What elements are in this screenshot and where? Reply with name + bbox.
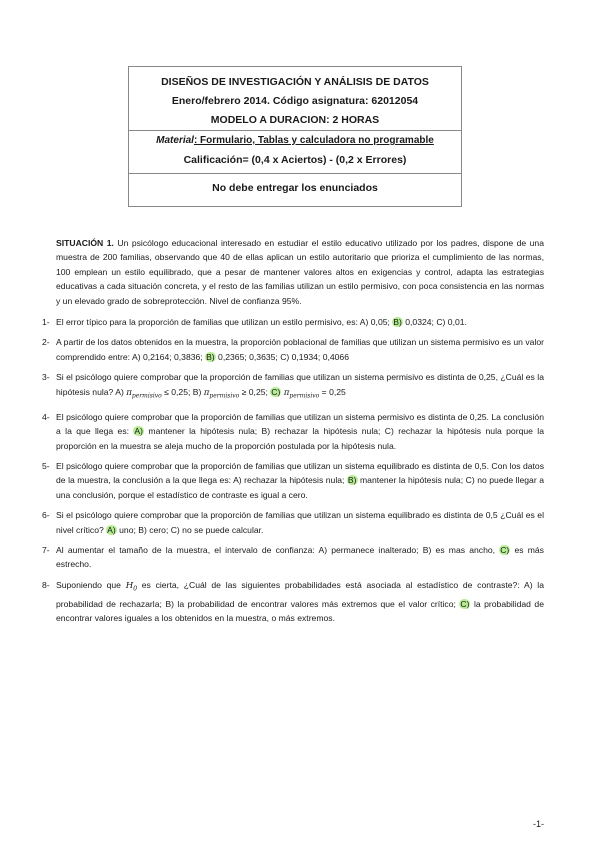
question-stem: El error típico para la proporción de familias que utilizan un estilo permisivo, es: xyxy=(56,317,360,328)
question-text xyxy=(56,335,544,364)
option-a-selected[interactable]: A) xyxy=(134,426,144,437)
option-c-selected[interactable]: C) xyxy=(460,598,470,609)
question-text xyxy=(56,578,544,626)
options-text: mantener la hipótesis nula; C) no puede llegar a una conclusión, porque el estadístico de contraste es igual a cero. xyxy=(56,475,544,500)
situation-text: Un psicólogo educacional interesado en estudiar el estilo educativo utilizado por los padres, dispone de una muestra de 200 familias, observando que 40 de ellas aplican un estilo autoritario que prioriza el cumplimiento de las normas, 100 emplean un estilo equilibrado, que a pesar de mantener valores altos en exigencias y control, adapta las estrategias educativas a cada situación concreta, y el resto de las familias utilizan un estilo permisivo, con poca consistencia en las normas y un elevado grado de sobreprotección. Nivel de confianza 95%. xyxy=(56,238,544,306)
pi-subscript: permisivo xyxy=(131,392,162,400)
option-b-text: ≥ 0,25; xyxy=(239,386,271,397)
exam-date-code: Enero/febrero 2014. Código asignatura: 62012054 xyxy=(171,95,419,107)
question-3 xyxy=(42,370,544,404)
question-number: 6- xyxy=(42,510,50,521)
exam-content xyxy=(42,236,544,632)
header-divider xyxy=(129,173,461,174)
question-number: 8- xyxy=(42,579,50,590)
option-c-selected[interactable]: C) xyxy=(500,545,510,556)
h-letter: H xyxy=(125,580,134,591)
question-stem: Suponiendo que xyxy=(56,579,126,590)
option-b-text: 0,2365; 0,3635; xyxy=(215,351,281,362)
situation-label: SITUACIÓN 1. xyxy=(56,238,114,248)
options-text: uno; B) cero; C) no se puede calcular. xyxy=(116,524,264,535)
question-6 xyxy=(42,508,544,537)
header-divider xyxy=(129,130,461,131)
material-label: Material xyxy=(156,135,194,146)
question-text xyxy=(56,370,544,404)
exam-header xyxy=(128,66,462,207)
question-stem: Al aumentar el tamaño de la muestra, el intervalo de confianza: A) permanece inalterado; B) es mas ancho, xyxy=(56,545,500,556)
question-number: 2- xyxy=(42,337,50,348)
question-7 xyxy=(42,543,544,572)
option-b-selected[interactable]: B) xyxy=(393,317,402,328)
pi-subscript: permisivo xyxy=(289,392,320,400)
h-subscript: 0 xyxy=(133,585,138,593)
h0-symbol xyxy=(126,581,137,591)
question-8 xyxy=(42,578,544,626)
question-stem-cont: es cierta, ¿Cuál de las siguientes probabilidades está asociada al estadístico de contraste?: A) la probabilidad de rechazarla; B) la probabilidad de encontrar valores más extremos que el valor crítico; xyxy=(56,579,544,609)
question-4 xyxy=(42,410,544,453)
question-number: 3- xyxy=(42,372,50,383)
option-a-text: ≤ 0,25; xyxy=(161,386,193,397)
pi-letter: π xyxy=(283,387,290,398)
question-text xyxy=(56,543,544,572)
exam-notice: No debe entregar los enunciados xyxy=(212,182,378,194)
options-text: es más estrecho. xyxy=(56,545,544,570)
pi-subscript: permisivo xyxy=(209,392,240,400)
question-text xyxy=(56,459,544,502)
pi-symbol xyxy=(126,388,162,398)
question-text xyxy=(56,508,544,537)
exam-model: MODELO A DURACION: 2 HORAS xyxy=(210,114,380,126)
question-stem: El psicólogo quiere comprobar que la proporción de familias que utilizan un sistema permisivo es distinta de 0,25. La conclusión a la que llega es: xyxy=(56,411,544,437)
pi-symbol xyxy=(204,388,240,398)
material-text: : Formulario, Tablas y calculadora no programable xyxy=(193,135,434,146)
exam-grading: Calificación= (0,4 x Aciertos) - (0,2 x Errores) xyxy=(183,154,407,166)
question-number: 5- xyxy=(42,461,50,471)
options-text: mantener la hipótesis nula; B) rechazar la hipótesis nula; C) rechazar la hipótesis nula porque la proporción en la muestra se aleja mucho de la proporción postulada por la hipótesis nula. xyxy=(56,426,544,451)
option-b-selected[interactable]: B) xyxy=(206,351,215,362)
question-stem: El psicólogo quiere comprobar que la proporción de familias que utilizan un sistema equilibrado es distinta de 0,5. Con los datos de la muestra, la conclusión a la que llega es: A) rechazar la hipótesis nula; xyxy=(56,461,544,486)
question-text xyxy=(56,410,544,453)
option-b-text: 0,0324; xyxy=(402,317,437,328)
exam-title: DISEÑOS DE INVESTIGACIÓN Y ANÁLISIS DE DATOS xyxy=(161,76,429,88)
option-b-selected[interactable]: B) xyxy=(347,475,357,486)
exam-material xyxy=(129,135,461,146)
option-c-selected[interactable]: C) xyxy=(271,386,281,397)
pi-letter: π xyxy=(126,387,132,398)
option-c[interactable]: C) 0,1934; 0,4066 xyxy=(280,351,349,362)
question-text xyxy=(56,315,544,329)
pi-letter: π xyxy=(203,387,210,398)
option-a[interactable]: A) 0,2164; 0,3836; xyxy=(131,351,206,362)
option-c-text: = 0,25 xyxy=(319,386,346,397)
option-a-selected[interactable]: A) xyxy=(107,524,116,535)
situation-paragraph xyxy=(56,236,544,308)
question-number: 1- xyxy=(42,317,50,328)
option-a-label[interactable]: A) xyxy=(115,386,127,397)
option-a[interactable]: A) 0,05; xyxy=(359,317,393,328)
option-c[interactable]: C) 0,01. xyxy=(436,317,467,328)
pi-symbol xyxy=(284,388,320,398)
question-stem: Si el psicólogo quiere comprobar que la proporción de familias que utilizan un sistema permisivo es distinta de 0,25, ¿Cuál es la hipótesis nula? xyxy=(56,372,544,397)
question-stem: Si el psicólogo quiere comprobar que la proporción de familias que utilizan un sistema equilibrado es distinta de 0,5 ¿Cuál es el nivel crítico? xyxy=(56,510,544,535)
question-1 xyxy=(42,315,544,329)
options-text: la probabilidad de encontrar valores iguales a los obtenidos en la muestra, o más extremos. xyxy=(56,598,544,624)
question-stem: A partir de los datos obtenidos en la muestra, la proporción poblacional de familias que utilizan un sistema permisivo es un valor comprendido entre: xyxy=(56,337,544,362)
question-number: 7- xyxy=(42,545,50,556)
option-b-label[interactable]: B) xyxy=(192,386,204,397)
page-number: -1- xyxy=(533,819,544,829)
question-5 xyxy=(42,459,544,502)
question-number: 4- xyxy=(42,411,50,422)
question-2 xyxy=(42,335,544,364)
